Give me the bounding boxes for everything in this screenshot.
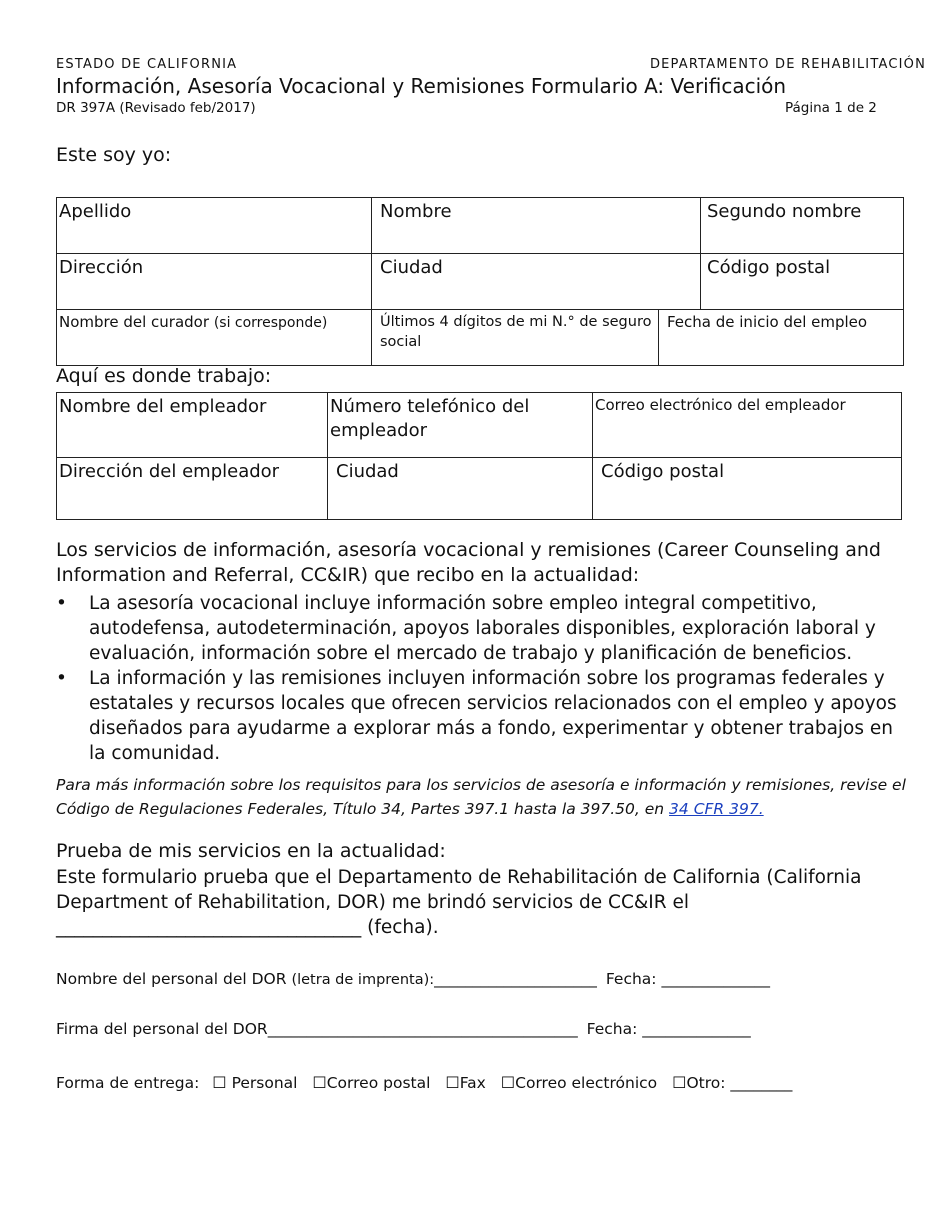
employer-email-label: Correo electrónico del empleador — [595, 396, 846, 414]
services-bullet-2 — [56, 666, 906, 766]
ssn-field[interactable] — [372, 310, 659, 366]
form-title: Información, Asesoría Vocacional y Remisiones Formulario A: Verificación — [56, 74, 787, 98]
bullet-icon: • — [56, 668, 67, 689]
option-other: Otro: — [686, 1074, 726, 1092]
staff-name-date-blank[interactable]: ______________ — [661, 970, 770, 988]
start-date-field[interactable] — [659, 310, 904, 366]
more-info-body: Para más información sobre los requisitos para los servicios de asesoría e información y remisiones, revise el Código de Regulaciones Federales, Título 34, Partes 397.1 hasta la 397.50, en — [56, 776, 906, 818]
last-name-field[interactable] — [57, 198, 372, 254]
guardian-field[interactable] — [57, 310, 372, 366]
employer-email-field[interactable] — [593, 393, 902, 458]
employer-zip-label: Código postal — [601, 461, 725, 482]
employer-address-label: Dirección del empleador — [59, 461, 280, 482]
address-label: Dirección — [59, 257, 144, 278]
option-mail: Correo postal — [326, 1074, 431, 1092]
city-label: Ciudad — [380, 257, 443, 278]
checkbox-other[interactable] — [672, 1074, 725, 1092]
employer-city-field[interactable] — [328, 458, 593, 520]
services-bullet-1 — [56, 591, 906, 666]
delivery-label: Forma de entrega: — [56, 1074, 200, 1092]
address-field[interactable] — [57, 254, 372, 310]
option-email: Correo electrónico — [515, 1074, 658, 1092]
employer-address-field[interactable] — [57, 458, 328, 520]
employer-phone-field[interactable] — [328, 393, 593, 458]
proof-text — [56, 865, 916, 940]
staff-name-date-label: Fecha: — [605, 970, 657, 988]
employer-name-label: Nombre del empleador — [59, 396, 267, 417]
services-intro: Los servicios de información, asesoría vocacional y remisiones (Career Counseling and Information and Referral, CC&IR) que recibo en la actualidad: — [56, 539, 881, 586]
checkbox-icon: ☐ — [500, 1073, 516, 1092]
middle-name-field[interactable] — [701, 198, 904, 254]
proof-date-label: (fecha). — [367, 917, 439, 938]
employer-name-field[interactable] — [57, 393, 328, 458]
zip-label: Código postal — [707, 257, 831, 278]
staff-name-label: Nombre del personal del DOR — [56, 970, 287, 988]
proof-date-blank[interactable]: _________________________________ — [56, 917, 362, 938]
proof-heading: Prueba de mis servicios en la actualidad: — [56, 840, 446, 862]
work-heading: Aquí es donde trabajo: — [56, 365, 272, 387]
employer-info-table — [56, 392, 902, 520]
staff-sig-row — [56, 1020, 751, 1038]
middle-name-label: Segundo nombre — [707, 201, 862, 222]
option-fax: Fax — [459, 1074, 486, 1092]
delivery-row — [56, 1073, 792, 1092]
checkbox-icon: ☐ — [672, 1073, 687, 1092]
staff-sig-date-blank[interactable]: ______________ — [642, 1020, 751, 1038]
more-info-text — [56, 773, 916, 821]
last-name-label: Apellido — [59, 201, 132, 222]
guardian-note: (si corresponde) — [213, 315, 328, 331]
department-label: DEPARTAMENTO DE REHABILITACIÓN — [649, 57, 926, 72]
option-personal: Personal — [231, 1074, 298, 1092]
staff-name-blank[interactable]: _____________________ — [434, 970, 597, 988]
checkbox-fax[interactable] — [445, 1074, 486, 1092]
staff-sig-label: Firma del personal del DOR — [56, 1020, 268, 1038]
checkbox-personal[interactable] — [212, 1074, 297, 1092]
page-number: Página 1 de 2 — [785, 100, 877, 116]
city-field[interactable] — [372, 254, 701, 310]
checkbox-icon: ☐ — [312, 1073, 327, 1092]
start-date-label: Fecha de inicio del empleo — [667, 313, 868, 331]
zip-field[interactable] — [701, 254, 904, 310]
services-bullet-1-text: La asesoría vocacional incluye información sobre empleo integral competitivo, autodefensa, autodeterminación, apoyos laborales disponibles, exploración laboral y evaluación, información sobre el mercado de trabajo y planificación de beneficios. — [89, 593, 876, 664]
services-list — [56, 591, 906, 766]
services-bullet-2-text: La información y las remisiones incluyen información sobre los programas federales y estatales y recursos locales que ofrecen servicios relacionados con el empleo y apoyos diseñados para ayudarme a explorar más a fondo, experimentar y obtener trabajos en la comunidad. — [89, 668, 897, 764]
personal-info-table — [56, 197, 904, 366]
first-name-field[interactable] — [372, 198, 701, 254]
other-blank[interactable]: ________ — [730, 1074, 793, 1092]
employer-zip-field[interactable] — [593, 458, 902, 520]
staff-name-row — [56, 970, 770, 988]
staff-name-note: (letra de imprenta): — [291, 972, 435, 988]
checkbox-email[interactable] — [501, 1074, 657, 1092]
first-name-label: Nombre — [380, 201, 452, 222]
form-code: DR 397A (Revisado feb/2017) — [56, 100, 256, 116]
employer-city-label: Ciudad — [336, 461, 399, 482]
bullet-icon: • — [56, 593, 67, 614]
checkbox-icon: ☐ — [212, 1073, 227, 1092]
cfr-link[interactable]: 34 CFR 397. — [669, 800, 764, 818]
state-label: ESTADO DE CALIFORNIA — [56, 57, 238, 72]
staff-sig-date-label: Fecha: — [586, 1020, 638, 1038]
checkbox-icon: ☐ — [445, 1073, 460, 1092]
employer-phone-label: Número telefónico del empleador — [330, 396, 530, 441]
ssn-label: Últimos 4 dígitos de mi N.° de seguro social — [380, 314, 652, 350]
guardian-label: Nombre del curador — [59, 313, 210, 331]
checkbox-mail[interactable] — [312, 1074, 430, 1092]
proof-body: Este formulario prueba que el Departamento de Rehabilitación de California (California Department of Rehabilitation, DOR) me brindó servicios de CC&IR el — [56, 867, 862, 913]
staff-sig-blank[interactable]: ________________________________________ — [267, 1020, 578, 1038]
me-heading: Este soy yo: — [56, 144, 172, 166]
